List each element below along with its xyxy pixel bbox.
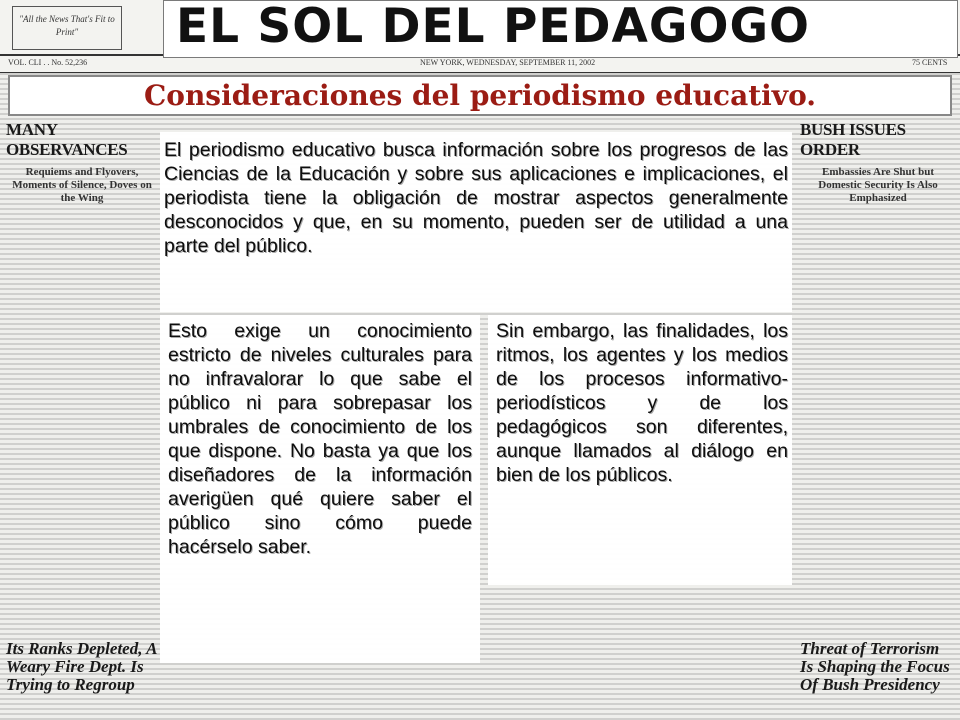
right-column-headline: BUSH ISSUES ORDER xyxy=(800,120,906,159)
left-column-bottom-headline: Its Ranks Depleted, A Weary Fire Dept. Is Trying to Regroup xyxy=(6,639,157,694)
title-box xyxy=(163,0,958,58)
article-column-right xyxy=(488,315,792,585)
article-column-left xyxy=(160,315,480,663)
volume-number: VOL. CLI . . No. 52,236 xyxy=(8,58,88,67)
left-column-headline: MANY OBSERVANCES xyxy=(6,120,128,159)
subtitle-box xyxy=(8,75,952,116)
page-title: EL SOL DEL PEDAGOGO xyxy=(176,0,810,54)
page-subtitle: Consideraciones del periodismo educativo. xyxy=(143,79,817,112)
price: 75 CENTS xyxy=(912,58,948,67)
left-newspaper-column xyxy=(6,120,158,720)
right-column-deck: Embassies Are Shut but Domestic Security Is Also Emphasized xyxy=(818,166,938,204)
article-column-left-text: Esto exige un conocimiento estricto de niveles culturales para no infravalorar lo que sabe el público ni para sobrepasar los umbrales de conocimiento de los que dispone. No basta ya que los diseñadores de la información averigüen qué quiere saber el público sino cómo puede hacérselo saber. xyxy=(168,320,472,558)
article-intro xyxy=(160,132,792,312)
right-newspaper-column xyxy=(800,120,956,720)
article-intro-text: El periodismo educativo busca información sobre los progresos de las Ciencias de la Educación y sobre sus aplicaciones e implicaciones, el periodista tiene la obligación de mostrar aspectos generalmente desconocidos y que, en su momento, pueden ser de utilidad a una parte del público. xyxy=(164,139,788,257)
right-column-bottom-headline: Threat of Terrorism Is Shaping the Focus Of Bush Presidency xyxy=(800,639,950,694)
article-column-right-text: Sin embargo, las finalidades, los ritmos, los agentes y los medios de los procesos informativo-periodísticos y de los pedagógicos son diferentes, aunque llamados al diálogo en bien de los públicos. xyxy=(496,320,788,486)
left-column-deck: Requiems and Flyovers, Moments of Silence, Doves on the Wing xyxy=(12,166,152,204)
dateline: NEW YORK, WEDNESDAY, SEPTEMBER 11, 2002 xyxy=(420,58,596,67)
masthead-ear-box: "All the News That's Fit to Print" xyxy=(12,6,122,50)
